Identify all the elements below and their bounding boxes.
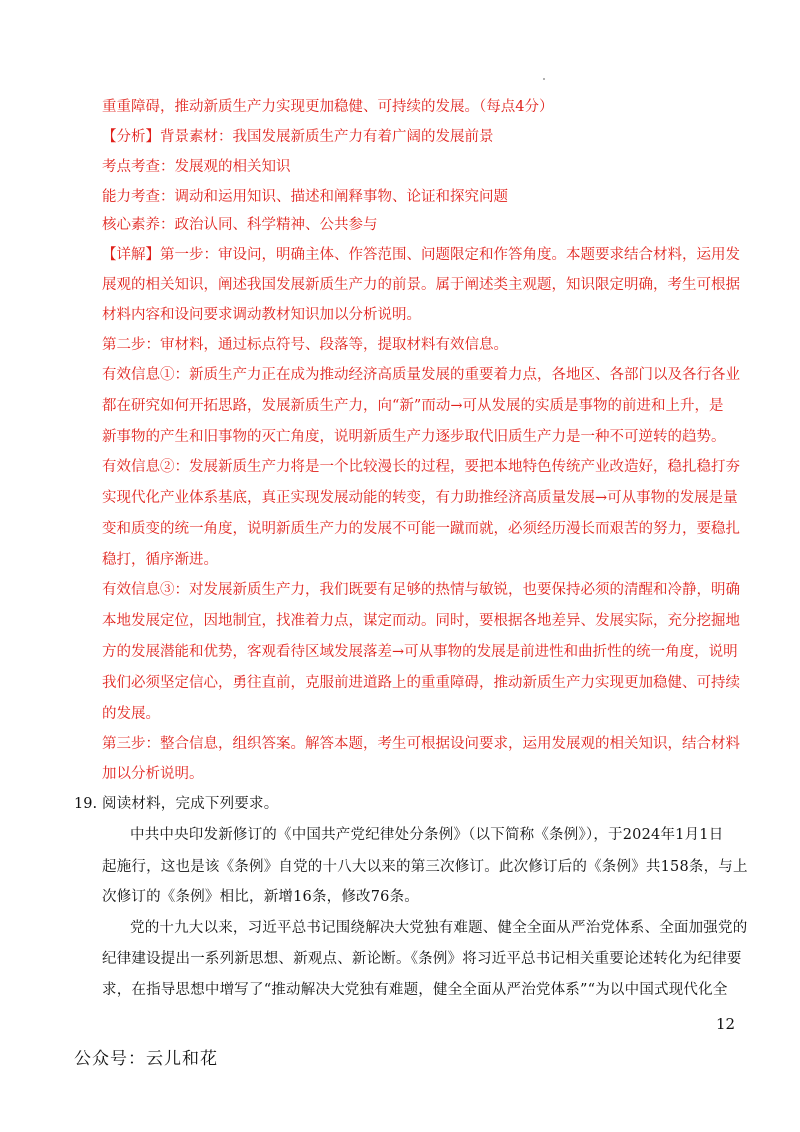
answer-line: 展观的相关知识，阐述我国发展新质生产力的前景。属于阐述类主观题，知识限定明确，考生可根据 [102, 277, 740, 293]
scan-dot [543, 78, 545, 80]
answer-line: 考点考查：发展观的相关知识 [102, 159, 291, 175]
page-number: 12 [716, 1015, 736, 1033]
answer-line: 我们必须坚定信心，勇往直前，克服前进道路上的重重障碍，推动新质生产力实现更加稳健、可持续 [102, 675, 740, 691]
answer-line: 都在研究如何开拓思路，发展新质生产力，向“新”而动→可从发展的实质是事物的前进和上升，是 [102, 398, 724, 414]
footer-watermark: 公众号：云儿和花 [74, 1049, 218, 1069]
answer-line: 实现代化产业体系基底，真正实现发展动能的转变，有力助推经济高质量发展→可从事物的发展是量 [102, 490, 738, 506]
analysis-line: 【分析】背景素材：我国发展新质生产力有着广阔的发展前景 [102, 129, 494, 145]
answer-line: 材料内容和设问要求调动教材知识加以分析说明。 [102, 307, 421, 323]
answer-line: 的发展。 [102, 706, 160, 722]
answer-line: 有效信息③：对发展新质生产力，我们既要有足够的热情与敏锐，也要保持必须的清醒和冷静，明确 [102, 582, 740, 598]
material-line: 起施行，这也是该《条例》自党的十八大以来的第三次修订。此次修订后的《条例》共158条，与上 [102, 859, 748, 875]
material-line: 次修订的《条例》相比，新增16条，修改76条。 [102, 889, 419, 905]
material-line: 纪律建设提出一系列新思想、新观点、新论断。《条例》将习近平总书记相关重要论述转化为纪律要 [102, 951, 742, 967]
answer-line: 新事物的产生和旧事物的灭亡角度，说明新质生产力逐步取代旧质生产力是一种不可逆转的趋势。 [102, 429, 726, 445]
answer-line: 第二步：审材料，通过标点符号、段落等，提取材料有效信息。 [102, 337, 508, 353]
material-line: 中共中央印发新修订的《中国共产党纪律处分条例》（以下简称《条例》），于2024年1月1日 [130, 827, 724, 843]
answer-line: 第三步：整合信息，组织答案。解答本题，考生可根据设问要求，运用发展观的相关知识，结合材料 [102, 736, 740, 752]
answer-line: 有效信息②：发展新质生产力将是一个比较漫长的过程，要把本地特色传统产业改造好，稳扎稳打夯 [102, 459, 740, 475]
question-number: 19. [74, 796, 98, 812]
detail-line: 【详解】第一步：审设问，明确主体、作答范围、问题限定和作答角度。本题要求结合材料，运用发 [102, 247, 740, 263]
answer-line: 能力考查：调动和运用知识、描述和阐释事物、论证和探究问题 [102, 189, 508, 205]
answer-line: 加以分析说明。 [102, 766, 204, 782]
answer-line: 有效信息①：新质生产力正在成为推动经济高质量发展的重要着力点，各地区、各部门以及各行各业 [102, 367, 740, 383]
answer-line: 方的发展潜能和优势，客观看待区域发展落差→可从事物的发展是前进性和曲折性的统一角度，说明 [102, 644, 738, 660]
question-prompt: 阅读材料，完成下列要求。 [102, 796, 279, 812]
answer-line: 本地发展定位，因地制宜，找准着力点，谋定而动。同时，要根据各地差异、发展实际，充分挖掘地 [102, 613, 740, 629]
answer-line: 重重障碍，推动新质生产力实现更加稳健、可持续的发展。（每点4分） [102, 99, 554, 115]
material-line: 求，在指导思想中增写了“推动解决大党独有难题，健全全面从严治党体系”“为以中国式现代化全 [102, 982, 728, 998]
answer-line: 稳打，循序渐进。 [102, 552, 218, 568]
answer-line: 变和质变的统一角度，说明新质生产力的发展不可能一蹴而就，必须经历漫长而艰苦的努力，要稳扎 [102, 521, 740, 537]
answer-line: 核心素养：政治认同、科学精神、公共参与 [102, 217, 378, 233]
material-line: 党的十九大以来，习近平总书记围绕解决大党独有难题、健全全面从严治党体系、全面加强党的 [130, 920, 748, 936]
